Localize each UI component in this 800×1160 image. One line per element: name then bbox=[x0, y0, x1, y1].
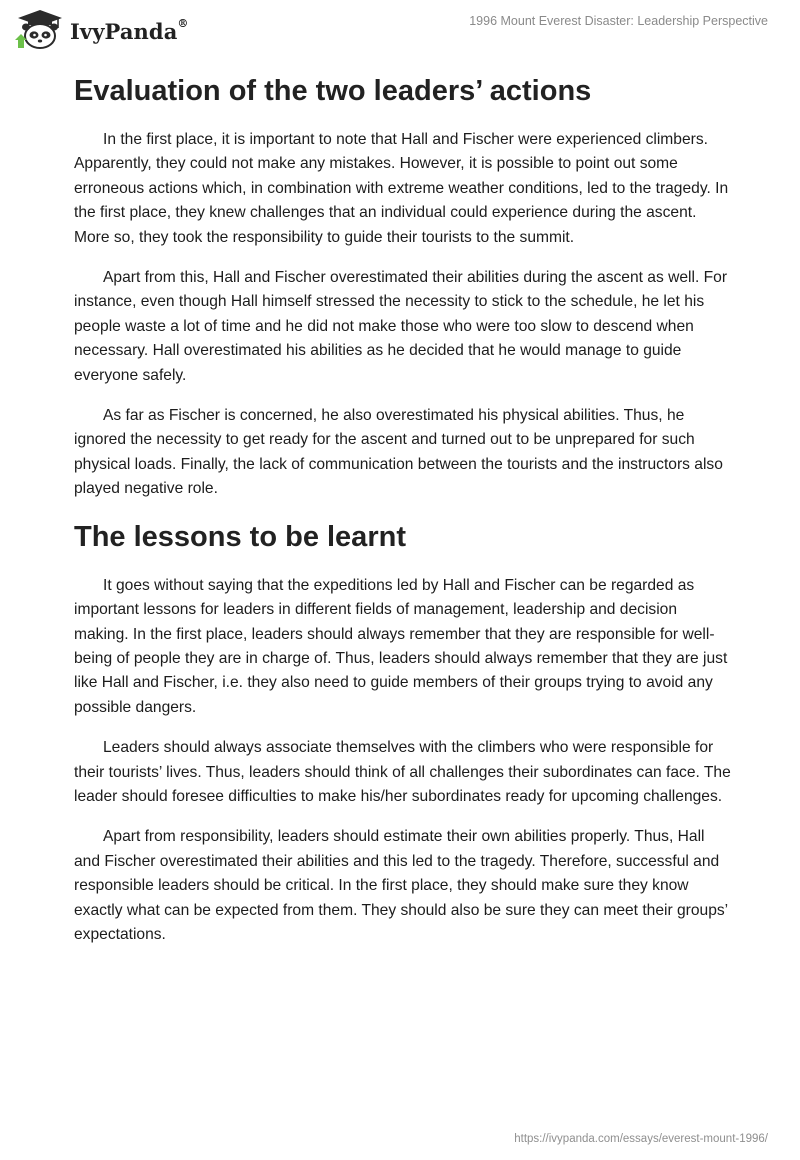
paragraph: Apart from this, Hall and Fischer overestimated their abilities during the ascent as well. For instance, even though Hall himself stressed the necessity to stick to the schedule, he let his people waste a lot of time and he did not make those who were too slow to descend when necessary. Hall overestimated his abilities as he decided that he would manage to guide everyone safely. bbox=[74, 269, 728, 384]
paragraph: As far as Fischer is concerned, he also overestimated his physical abilities. Thus, he ignored the necessity to get ready for the ascent and turned out to be unprepared for such physical loads. Finally, the lack of communication between the tourists and the instructors also played negative role. bbox=[74, 407, 723, 498]
paragraph: In the first place, it is important to note that Hall and Fischer were experienced climbers. Apparently, they could not make any mistakes. However, it is possible to point out some erroneous actions which, in combination with extreme weather conditions, led to the tragedy. In the first place, they knew challenges that an individual could experience during the ascent. More so, they took the responsibility to guide their tourists to the summit. bbox=[74, 131, 729, 246]
paragraph: Apart from responsibility, leaders should estimate their own abilities properly. Thus, Hall and Fischer overestimated their abilities and this led to the tragedy. Therefore, successful and responsible leaders should be critical. In the first place, they should make sure they know exactly what can be expected from them. They should also be sure they can meet their groups’ expectations. bbox=[74, 828, 728, 943]
section-heading: The lessons to be learnt bbox=[74, 520, 406, 553]
section-heading: Evaluation of the two leaders’ actions bbox=[74, 75, 592, 107]
source-url[interactable]: https://ivypanda.com/essays/everest-mount-1996/ bbox=[514, 1133, 768, 1145]
article-body bbox=[74, 72, 734, 963]
panda-graduate-icon bbox=[14, 8, 64, 50]
brand-name: IvyPanda® bbox=[70, 16, 189, 44]
document-title: 1996 Mount Everest Disaster: Leadership Perspective bbox=[469, 14, 768, 28]
paragraph: Leaders should always associate themselves with the climbers who were responsible for their tourists’ lives. Thus, leaders should think of all challenges their subordinates can face. The leader should foresee difficulties to make his/her subordinates ready for upcoming challenges. bbox=[74, 739, 731, 805]
page-header bbox=[0, 0, 800, 70]
paragraph: It goes without saying that the expeditions led by Hall and Fischer can be regarded as important lessons for leaders in different fields of management, leadership and decision making. In the first place, leaders should always remember that they are responsible for well-being of people they are in charge of. Thus, leaders should always remember that they are just like Hall and Fischer, i.e. they also need to guide members of their groups trying to avoid any possible dangers. bbox=[74, 576, 728, 716]
ivypanda-logo[interactable] bbox=[14, 8, 189, 50]
